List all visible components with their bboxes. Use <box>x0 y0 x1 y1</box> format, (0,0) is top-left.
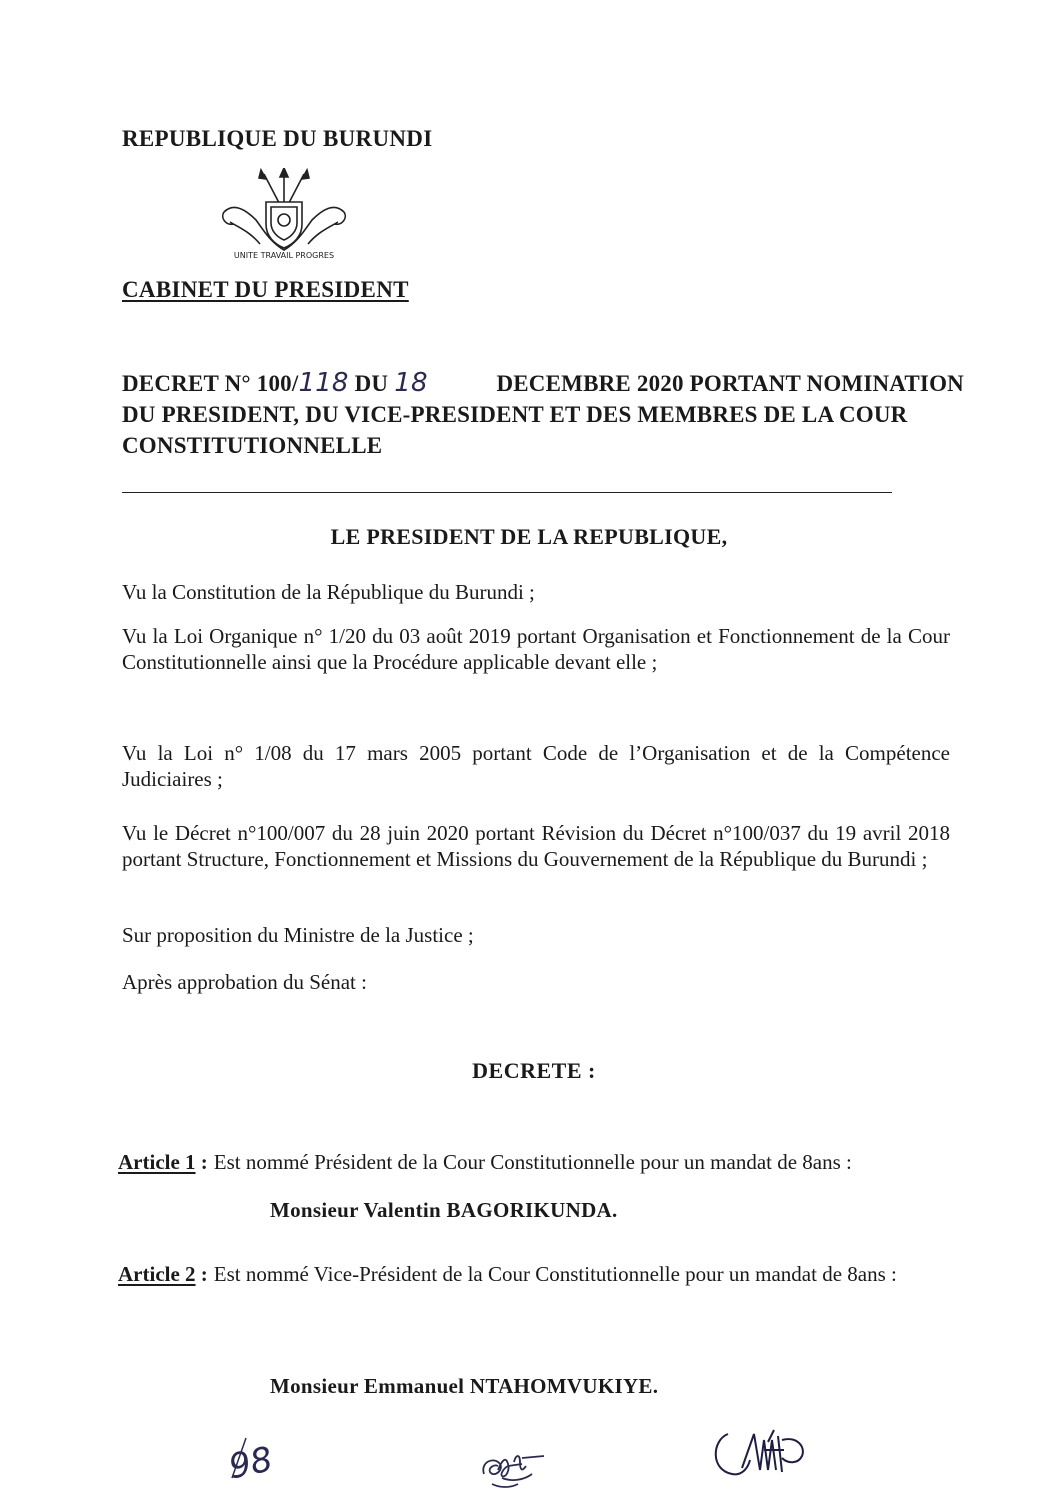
decree-number-handwritten: 118 <box>298 368 349 398</box>
initials-signature-icon <box>222 1428 282 1488</box>
decree-du: DU <box>354 371 389 396</box>
article-1-label: Article 1 <box>118 1150 196 1174</box>
initials-text: 98 <box>225 1439 277 1488</box>
article-2-label: Article 2 <box>118 1262 196 1286</box>
article-1-text: Est nommé Président de la Cour Constitutionnelle pour un mandat de 8ans : <box>213 1150 852 1174</box>
article-2-separator: : <box>195 1262 208 1286</box>
article-2-nominee: Monsieur Emmanuel NTAHOMVUKIYE. <box>270 1374 659 1398</box>
decree-title-line2: DU PRESIDENT, DU VICE-PRESIDENT ET DES MEMBRES DE LA COUR <box>122 402 908 427</box>
decree-day-handwritten: 18 <box>394 368 428 398</box>
article-1-nominee: Monsieur Valentin BAGORIKUNDA. <box>270 1198 618 1222</box>
visa-proposition: Sur proposition du Ministre de la Justice ; <box>122 923 474 947</box>
article-2 <box>118 1261 958 1287</box>
handwritten-signature-icon <box>708 1424 818 1484</box>
emblem-motto: UNITE TRAVAIL PROGRES <box>233 251 335 260</box>
country-heading: REPUBLIQUE DU BURUNDI <box>122 126 433 151</box>
article-1 <box>118 1149 958 1175</box>
visa-approbation: Après approbation du Sénat : <box>122 970 367 994</box>
title-divider <box>122 492 892 493</box>
decree-title-line3: CONSTITUTIONNELLE <box>122 433 383 458</box>
decrete-heading: DECRETE : <box>472 1058 596 1083</box>
handwritten-signature-icon <box>478 1440 550 1492</box>
article-2-text: Est nommé Vice-Président de la Cour Constitutionnelle pour un mandat de 8ans : <box>213 1262 897 1286</box>
visa-loi-organique: Vu la Loi Organique n° 1/20 du 03 août 2019 portant Organisation et Fonctionnement de la Cour Constitutionnelle ainsi que la Procédure applicable devant elle ; <box>122 624 950 674</box>
decree-prefix: DECRET N° 100/ <box>122 371 299 396</box>
visa-loi-code-judiciaire: Vu la Loi n° 1/08 du 17 mars 2005 portant Code de l’Organisation et de la Compétence Judiciaires ; <box>122 741 950 791</box>
president-heading: LE PRESIDENT DE LA REPUBLIQUE, <box>330 524 728 549</box>
decree-title-line1-rest: DECEMBRE 2020 PORTANT NOMINATION <box>496 371 964 396</box>
article-1-separator: : <box>195 1150 208 1174</box>
cabinet-heading: CABINET DU PRESIDENT <box>122 277 409 302</box>
visa-decret-gouvernement: Vu le Décret n°100/007 du 28 juin 2020 portant Révision du Décret n°100/037 du 19 avril 2018 portant Structure, Fonctionnement et Missions du Gouvernement de la République du Burundi ; <box>122 821 950 871</box>
decree-title <box>122 368 964 461</box>
visa-constitution: Vu la Constitution de la République du Burundi ; <box>122 580 535 604</box>
burundi-coat-of-arms-icon <box>216 168 352 260</box>
